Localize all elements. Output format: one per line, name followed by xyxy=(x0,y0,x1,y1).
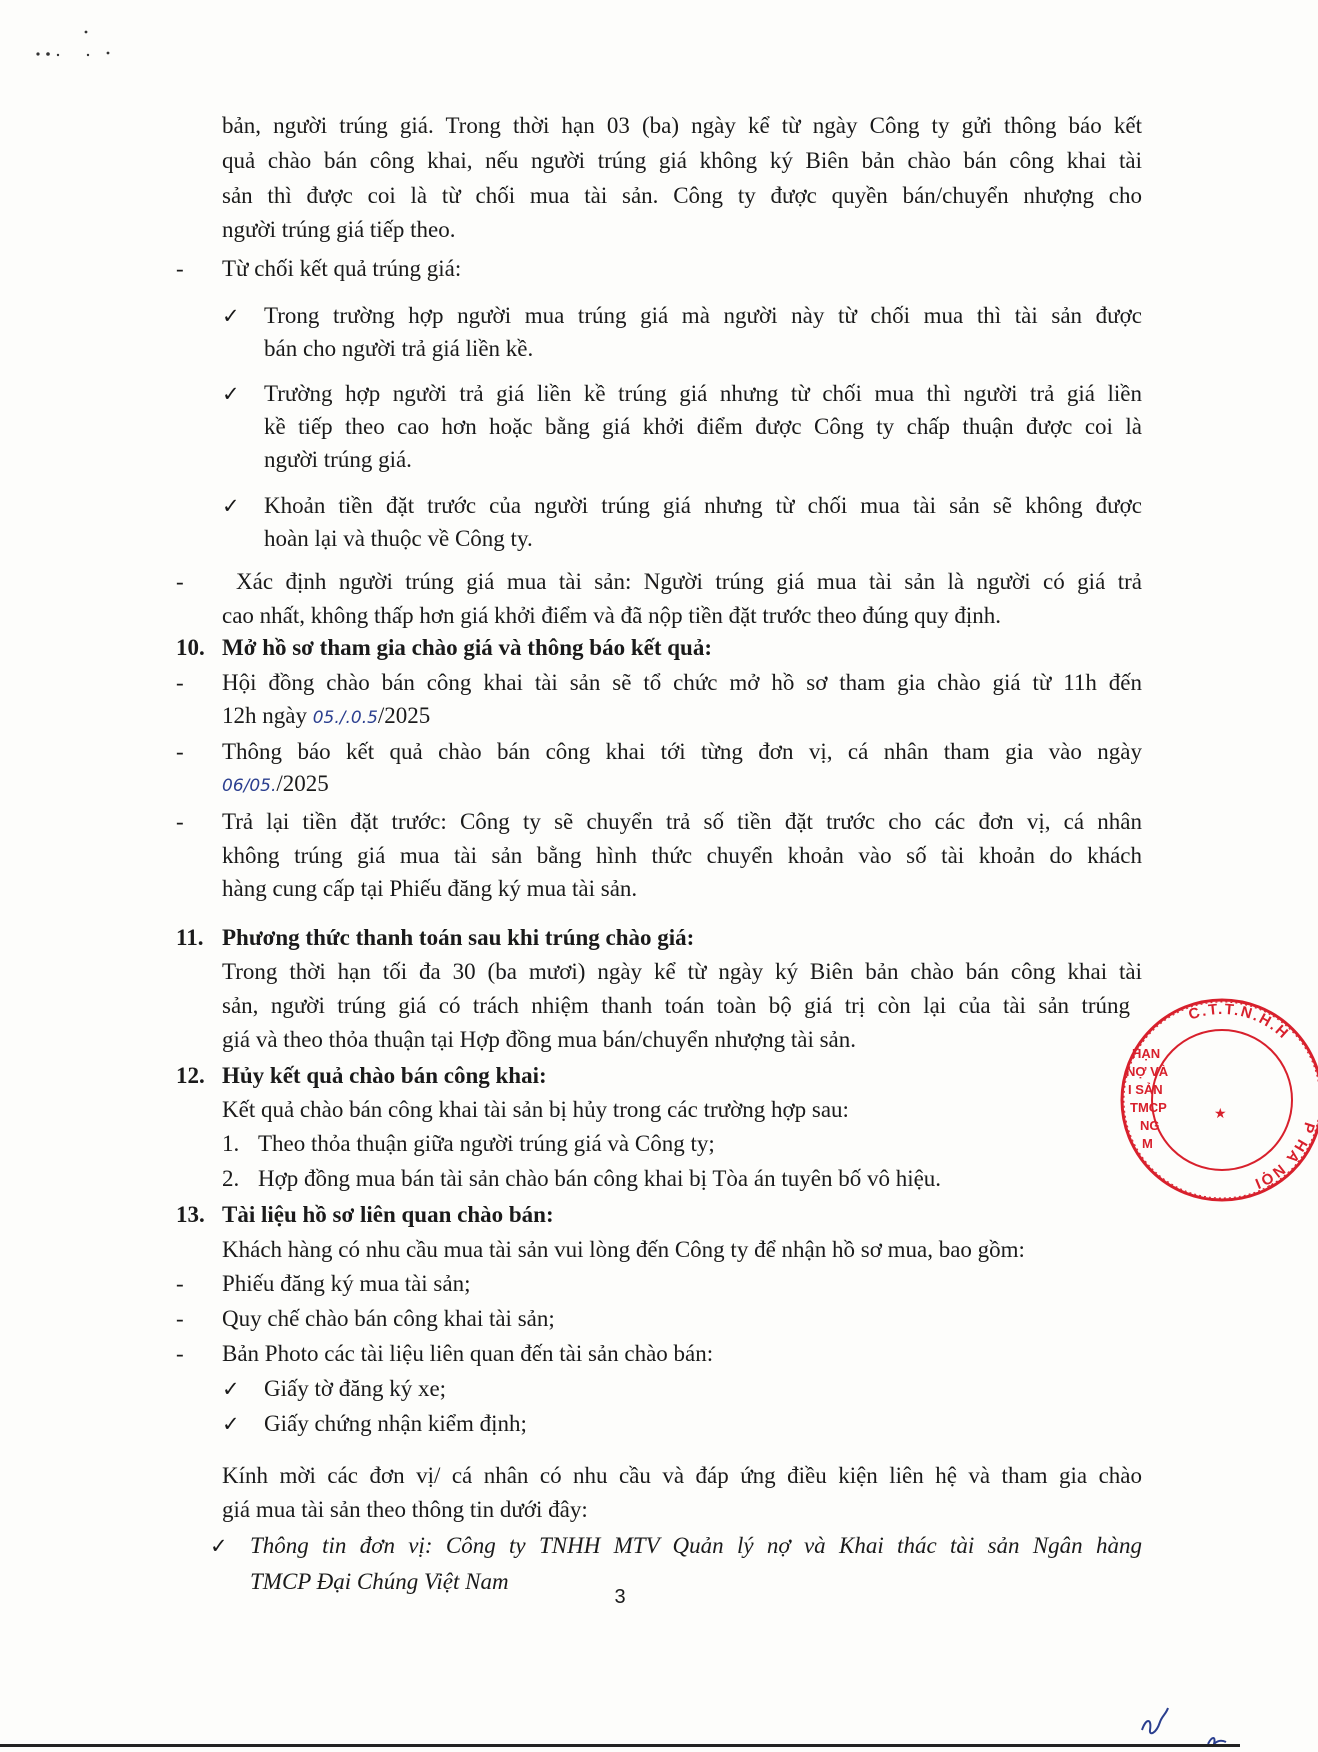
check-icon: ✓ xyxy=(210,1534,228,1558)
bullet-dash: - xyxy=(176,1271,184,1296)
handwritten-open-date: 05./.0.5 xyxy=(312,708,378,728)
unit-info-text: Thông tin đơn vị: Công ty TNHH MTV Quản lý nợ và Khai thác tài sản Ngân hàng xyxy=(250,1533,1142,1558)
section-heading: Phương thức thanh toán sau khi trúng chào giá: xyxy=(222,925,695,950)
paragraph-line: giá mua tài sản theo thông tin dưới đây: xyxy=(222,1497,588,1522)
seal-city-text: P HÀ NỘI xyxy=(1250,1120,1318,1193)
seal-graphic xyxy=(1118,996,1318,1204)
seal-inner-text: TMCP xyxy=(1130,1100,1167,1115)
paragraph-line: bản, người trúng giá. Trong thời hạn 03 (ba) ngày kể từ ngày Công ty gửi thông báo kết xyxy=(222,113,1142,138)
check-item-text: bán cho người trả giá liền kề. xyxy=(264,336,534,361)
bullet-text: Phiếu đăng ký mua tài sản; xyxy=(222,1271,471,1296)
bullet-text: hàng cung cấp tại Phiếu đăng ký mua tài sản. xyxy=(222,876,638,901)
bullet-text: Hội đồng chào bán công khai tài sản sẽ tổ chức mở hồ sơ tham gia chào giá từ 11h đến xyxy=(222,670,1142,695)
section-heading: Hủy kết quả chào bán công khai: xyxy=(222,1063,547,1088)
notify-date-year: /2025 xyxy=(276,771,329,796)
seal-inner-text: M xyxy=(1142,1136,1153,1151)
bottom-scan-edge xyxy=(0,1744,1240,1747)
company-seal xyxy=(1118,996,1318,1204)
seal-ring-text: C.T.T.N.H.H xyxy=(1186,1000,1293,1044)
seal-inner-text: HẠN xyxy=(1132,1046,1161,1061)
bullet-text: không trúng giá mua tài sản bằng hình thức chuyển khoản vào số tài khoản do khách xyxy=(222,843,1142,868)
bullet-dash: - xyxy=(176,569,184,594)
bullet-text: Xác định người trúng giá mua tài sản: Người trúng giá mua tài sản là người có giá trả xyxy=(236,569,1142,594)
check-item-text: người trúng giá. xyxy=(264,447,412,472)
check-item-text: Giấy tờ đăng ký xe; xyxy=(264,1376,447,1401)
check-icon: ✓ xyxy=(222,304,240,328)
list-number: 2. xyxy=(222,1166,240,1191)
page-number: 3 xyxy=(614,1586,626,1608)
check-item-text: Giấy chứng nhận kiểm định; xyxy=(264,1411,527,1436)
paragraph-line: quả chào bán công khai, nếu người trúng giá không ký Biên bản chào bán công khai tài xyxy=(222,148,1142,173)
open-date-prefix: 12h ngày xyxy=(222,703,313,728)
section-number: 12. xyxy=(176,1063,205,1088)
check-item-text: hoàn lại và thuộc về Công ty. xyxy=(264,526,533,551)
bullet-text: Bản Photo các tài liệu liên quan đến tài sản chào bán: xyxy=(222,1341,714,1366)
bullet-dash: - xyxy=(176,1306,184,1331)
check-item-text: Khoản tiền đặt trước của người trúng giá nhưng từ chối mua tài sản sẽ không được xyxy=(264,493,1142,518)
initials-signature xyxy=(1138,1700,1238,1750)
seal-inner-text: NG xyxy=(1140,1118,1160,1133)
check-icon: ✓ xyxy=(222,382,240,406)
list-item-text: Hợp đồng mua bán tài sản chào bán công khai bị Tòa án tuyên bố vô hiệu. xyxy=(258,1166,942,1191)
paragraph-line: sản, người trúng giá có trách nhiệm thanh toán toàn bộ giá trị còn lại của tài sản trúng xyxy=(222,993,1130,1018)
paragraph-line: Khách hàng có nhu cầu mua tài sản vui lòng đến Công ty để nhận hồ sơ mua, bao gồm: xyxy=(222,1237,1025,1262)
check-icon: ✓ xyxy=(222,1377,240,1401)
bullet-text: Thông báo kết quả chào bán công khai tới từng đơn vị, cá nhân tham gia vào ngày xyxy=(222,739,1142,764)
svg-text:C.T.T.N.H.H xyxy=(1187,1001,1293,1043)
bullet-text: Từ chối kết quả trúng giá: xyxy=(222,256,462,281)
check-item-text: kề tiếp theo cao hơn hoặc bằng giá khởi điểm được Công ty chấp thuận được coi là xyxy=(264,414,1142,439)
paragraph-line: sản thì được coi là từ chối mua tài sản. Công ty được quyền bán/chuyển nhượng cho xyxy=(222,183,1142,208)
bullet-dash: - xyxy=(176,1341,184,1366)
paragraph-line: Kính mời các đơn vị/ cá nhân có nhu cầu và đáp ứng điều kiện liên hệ và tham gia chào xyxy=(222,1463,1142,1488)
bullet-text: cao nhất, không thấp hơn giá khởi điểm và đã nộp tiền đặt trước theo đúng quy định. xyxy=(222,603,1002,628)
seal-star: ★ xyxy=(1214,1106,1227,1122)
bullet-text: Quy chế chào bán công khai tài sản; xyxy=(222,1306,555,1331)
list-number: 1. xyxy=(222,1131,240,1156)
scan-artifact-marks xyxy=(36,22,126,62)
section-heading: Tài liệu hồ sơ liên quan chào bán: xyxy=(222,1202,554,1227)
seal-inner-text: NỢ VÀ xyxy=(1126,1064,1169,1079)
paragraph-line: người trúng giá tiếp theo. xyxy=(222,217,456,242)
check-icon: ✓ xyxy=(222,494,240,518)
bullet-dash: - xyxy=(176,809,184,834)
paragraph-line: giá và theo thỏa thuận tại Hợp đồng mua bán/chuyển nhượng tài sản. xyxy=(222,1027,857,1052)
section-number: 10. xyxy=(176,635,205,660)
bullet-dash: - xyxy=(176,670,184,695)
list-item-text: Theo thỏa thuận giữa người trúng giá và Công ty; xyxy=(258,1131,715,1156)
bullet-text-with-date xyxy=(222,768,1142,802)
check-item-text: Trường hợp người trả giá liền kề trúng giá nhưng từ chối mua thì người trả giá liền xyxy=(264,381,1142,406)
handwritten-notify-date: 06/05. xyxy=(222,776,277,796)
bullet-text: Trả lại tiền đặt trước: Công ty sẽ chuyển trả số tiền đặt trước cho các đơn vị, cá nhân xyxy=(222,809,1142,834)
unit-info-text: TMCP Đại Chúng Việt Nam xyxy=(250,1569,509,1594)
paragraph-line: Trong thời hạn tối đa 30 (ba mươi) ngày kể từ ngày ký Biên bản chào bán công khai tài xyxy=(222,959,1142,984)
bullet-dash: - xyxy=(176,739,184,764)
section-number: 13. xyxy=(176,1202,205,1227)
open-date-year: /2025 xyxy=(377,703,431,728)
check-item-text: Trong trường hợp người mua trúng giá mà người này từ chối mua thì tài sản được xyxy=(264,303,1142,328)
bullet-dash: - xyxy=(176,256,184,281)
section-number: 11. xyxy=(176,925,204,950)
bullet-text-with-date xyxy=(222,700,1142,734)
seal-inner-text: I SẢN xyxy=(1128,1082,1163,1097)
paragraph-line: Kết quả chào bán công khai tài sản bị hủy trong các trường hợp sau: xyxy=(222,1097,849,1122)
section-heading: Mở hồ sơ tham gia chào giá và thông báo kết quả: xyxy=(222,635,712,660)
check-icon: ✓ xyxy=(222,1412,240,1436)
